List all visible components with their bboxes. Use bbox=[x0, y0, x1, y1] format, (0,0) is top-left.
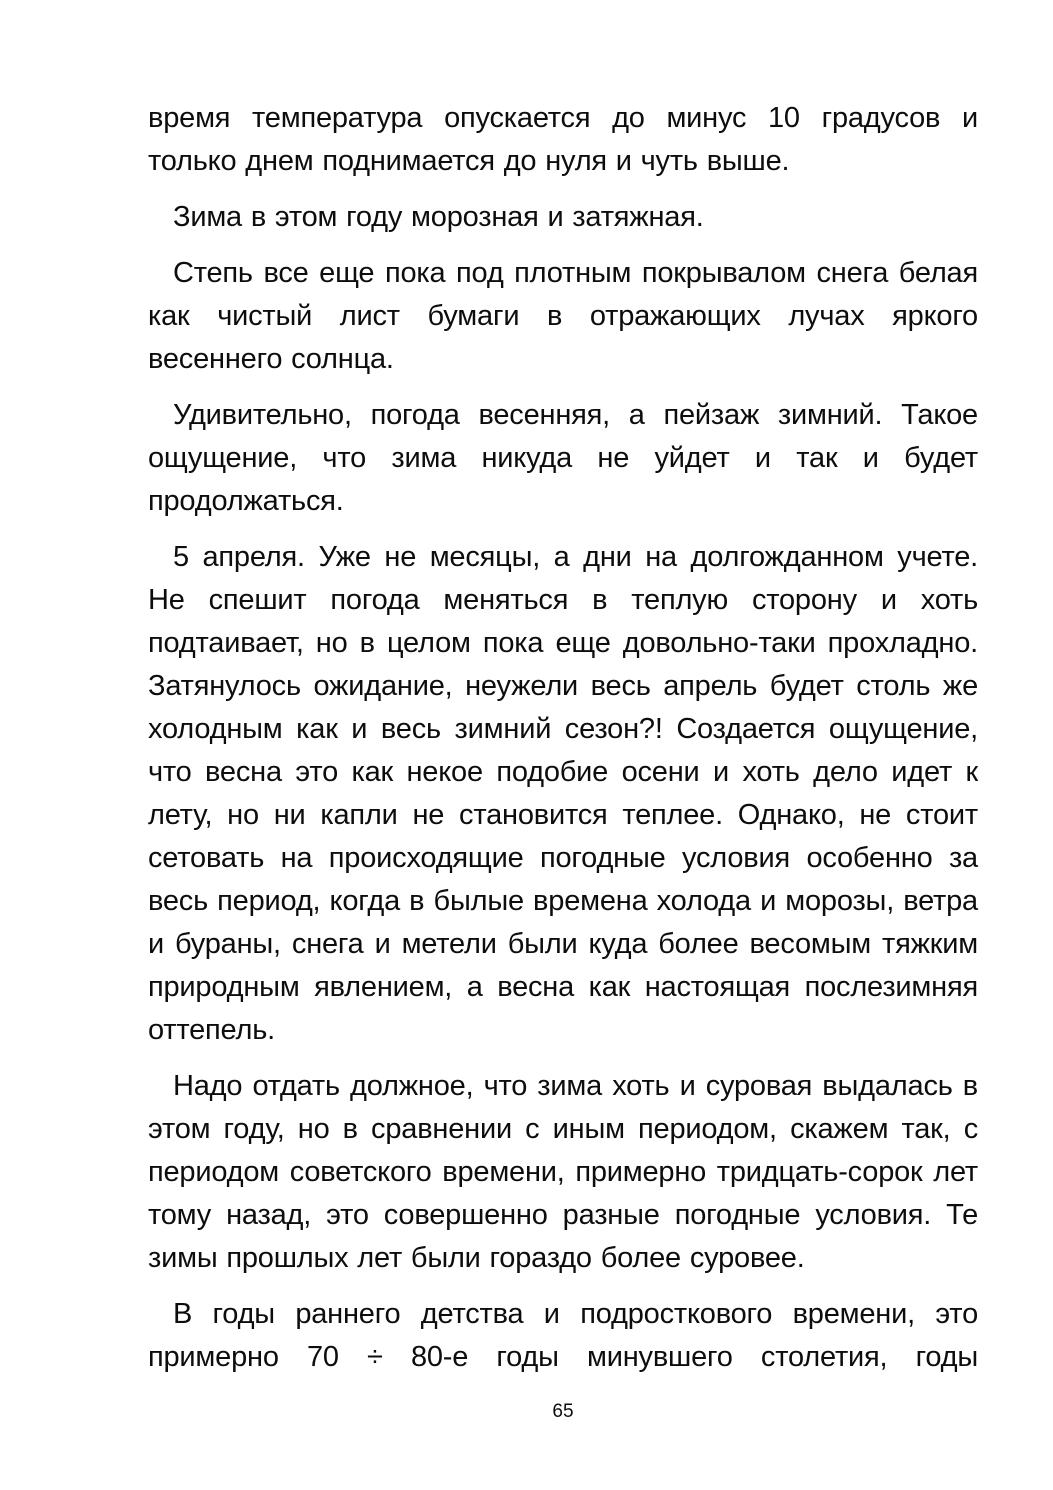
page-text-block bbox=[148, 0, 978, 1392]
page-number: 65 bbox=[552, 1401, 574, 1422]
paragraph: Надо отдать должное, что зима хоть и суровая выдалась в этом году, но в сравнении с иным периодом, скажем так, с периодом советского времени, примерно тридцать-сорок лет тому назад, это совершенно разные погодные условия. Те зимы прошлых лет были гораздо более суровее. bbox=[148, 1070, 978, 1274]
paragraph-continues-next-page: В годы раннего детства и подросткового времени, это примерно 70 ÷ 80-е годы минувшего столетия, годы bbox=[148, 1298, 978, 1373]
paragraph: Зима в этом году морозная и затяжная. bbox=[173, 201, 704, 233]
paragraph: 5 апреля. Уже не месяцы, а дни на долгожданном учете. Не спешит погода меняться в теплую сторону и хоть подтаивает, но в целом пока еще довольно-таки прохладно. Затянулось ожидание, неужели весь апрель будет столь же холодным как и весь зимний сезон?! Создается ощущение, что весна это как некое подобие осени и хоть дело идет к лету, но ни капли не становится теплее. Однако, не стоит сетовать на происходящие погодные условия особенно за весь период, когда в былые времена холода и морозы, ветра и бураны, снега и метели были куда более весомым тяжким природным явлением, а весна как настоящая послезимняя оттепель. bbox=[148, 541, 978, 1046]
paragraph: Степь все еще пока под плотным покрывалом снега белая как чистый лист бумаги в отражающих лучах яркого весеннего солнца. bbox=[148, 257, 978, 375]
paragraph-continued-from-previous-page: время температура опускается до минус 10 градусов и только днем поднимается до нуля и чуть выше. bbox=[148, 102, 978, 177]
paragraph: Удивительно, погода весенняя, а пейзаж зимний. Такое ощущение, что зима никуда не уйдет и так и будет продолжаться. bbox=[148, 399, 978, 517]
